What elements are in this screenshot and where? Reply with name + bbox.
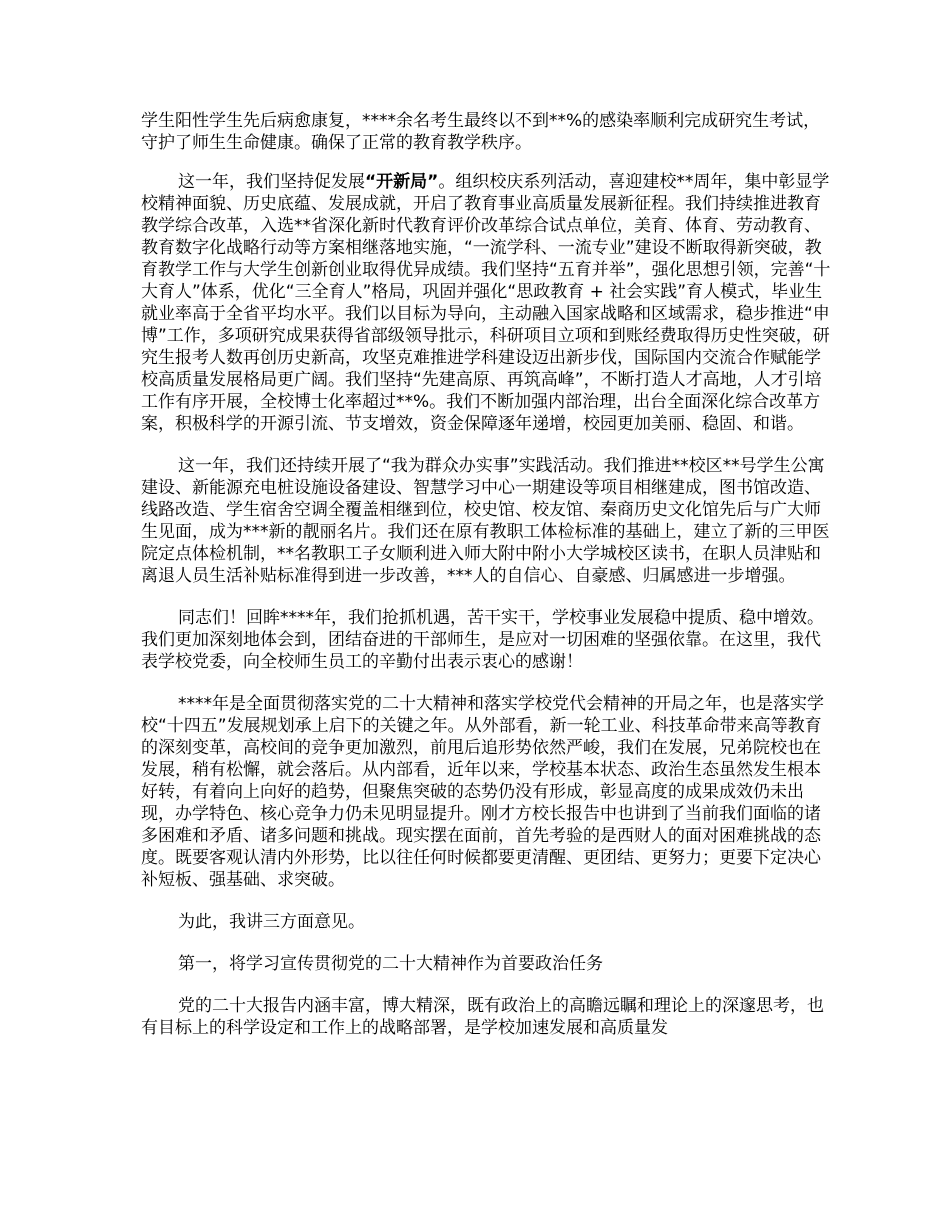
paragraph-report-content: 党的二十大报告内涵丰富，博大精深，既有政治上的高瞻远瞩和理论上的深邃思考，也有目标上的科学设定和工作上的战略部署，是学校加速发展和高质量发 [141,996,824,1038]
paragraph-review: 同志们！回眸****年，我们抢抓机遇，苦干实干，学校事业发展稳中提质、稳中增效。我们更加深刻地体会到，团结奋进的干部师生，是应对一切困难的坚强依靠。在这里，我代表学校党委，向全校师生员工的辛勤付出表示衷心的感谢！ [141,608,824,672]
paragraph-new-situation [141,171,831,435]
paragraph-situation-analysis: ****年是全面贯彻落实党的二十大精神和落实学校党代会精神的开局之年，也是落实学校“十四五”发展规划承上启下的关键之年。从外部看，新一轮工业、科技革命带来高等教育的深刻变革，高校间的竞争更加激烈，前甩后追形势依然严峻，我们在发展，兄弟院校也在发展，稍有松懈，就会落后。从内部看，近年以来，学校基本状态、政治生态虽然发生根本好转，有着向上向好的趋势，但聚焦突破的态势仍没有形成，彰显高度的成果成效仍未出现，办学特色、核心竞争力仍未见明显提升。刚才方校长报告中也讲到了当前我们面临的诸多困难和矛盾、诸多问题和挑战。现实摆在面前，首先考验的是西财人的面对困难挑战的态度。既要客观认清内外形势，比以往任何时候都要更清醒、更团结、更努力；更要下定决心补短板、强基础、求突破。 [141,694,824,890]
paragraph-new-situation-body: 。组织校庆系列活动，喜迎建校**周年，集中彰显学校精神面貌、历史底蕴、发展成就，开启了教育事业高质量发展新征程。我们持续推进教育教学综合改革，入选**省深化新时代教育评价改革综合试点单位，美育、体育、劳动教育、教育数字化战略行动等方案相继落地实施，“一流学科、一流专业”建设不断取得新突破，教育教学工作与大学生创新创业取得优异成绩。我们坚持“五育并举”，强化思想引领，完善“十大育人”体系，优化“三全育人”格局，巩固并强化“思政教育 + 社会实践”育人模式，毕业生就业率高于全省平均水平。我们以目标为导向，主动融入国家战略和区域需求，稳步推进“申博”工作，多项研究成果获得省部级领导批示，科研项目立项和到账经费取得历史性突破，研究生报考人数再创历史新高，攻坚克难推进学科建设迈出新步伐，国际国内交流合作赋能学校高质量发展格局更广阔。我们坚持“先建高原、再筑高峰”，不断打造人才高地，人才引培工作有序开展，全校博士化率超过**%。我们不断加强内部治理，出台全面深化综合改革方案，积极科学的开源引流、节支增效，资金保障逐年递增，校园更加美丽、稳固、和谐。 [141,172,831,434]
document-page [141,110,831,1039]
paragraph-three-opinions: 为此，我讲三方面意见。 [178,912,365,932]
paragraph-covid-result: 学生阳性学生先后病愈康复，****余名考生最终以不到**%的感染率顺利完成研究生考试，守护了师生生命健康。确保了正常的教育教学秩序。 [141,111,821,153]
section-heading-first: 第一，将学习宣传贯彻党的二十大精神作为首要政治任务 [178,954,603,974]
paragraph-new-situation-lead: 这一年，我们坚持促发展 [178,172,365,192]
paragraph-practical-activities: 这一年，我们还持续开展了“我为群众办实事”实践活动。我们推进**校区**号学生公寓建设、新能源充电桩设施设备建设、智慧学习中心一期建设等项目相继建成，图书馆改造、线路改造、学生宿舍空调全覆盖相继到位，校史馆、校友馆、秦商历史文化馆先后与广大师生见面，成为***新的靓丽名片。我们还在原有教职工体检标准的基础上，建立了新的三甲医院定点体检机制，**名教职工子女顺利进入师大附中附小大学城校区读书，在职人员津贴和离退人员生活补贴标准得到进一步改善，***人的自信心、自豪感、归属感进一步增强。 [141,456,830,586]
paragraph-new-situation-emphasis: “开新局” [365,172,439,192]
